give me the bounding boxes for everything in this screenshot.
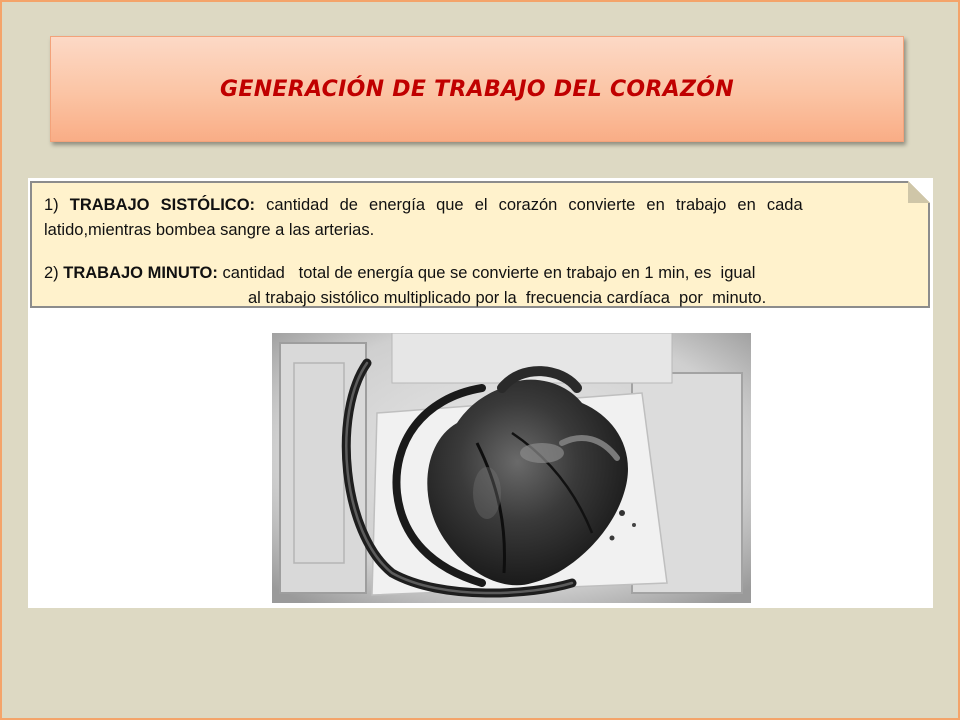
definition-2-line-2: al trabajo sistólico multiplicado por la frecuencia cardíaca por minuto. — [248, 289, 767, 307]
definition-1-line-1 — [44, 196, 803, 215]
definition-2-text: cantidad total de energía que se convierte en trabajo en 1 min, es igual — [222, 264, 756, 282]
definition-1-text: cantidad de energía que el corazón convierte en trabajo en cada — [266, 196, 803, 214]
definition-2-number: 2) — [44, 264, 59, 282]
definition-2-term: TRABAJO MINUTO: — [63, 264, 218, 282]
heart-photo — [272, 333, 751, 603]
definition-1-number: 1) — [44, 196, 59, 214]
definition-1-line-2: latido,mientras bombea sangre a las arterias. — [44, 221, 375, 239]
definition-1-term: TRABAJO SISTÓLICO: — [69, 196, 256, 214]
slide-title: GENERACIÓN DE TRABAJO DEL CORAZÓN — [220, 76, 734, 102]
folded-corner — [908, 181, 930, 203]
definition-2-line-1 — [44, 264, 755, 283]
title-box — [50, 36, 904, 142]
